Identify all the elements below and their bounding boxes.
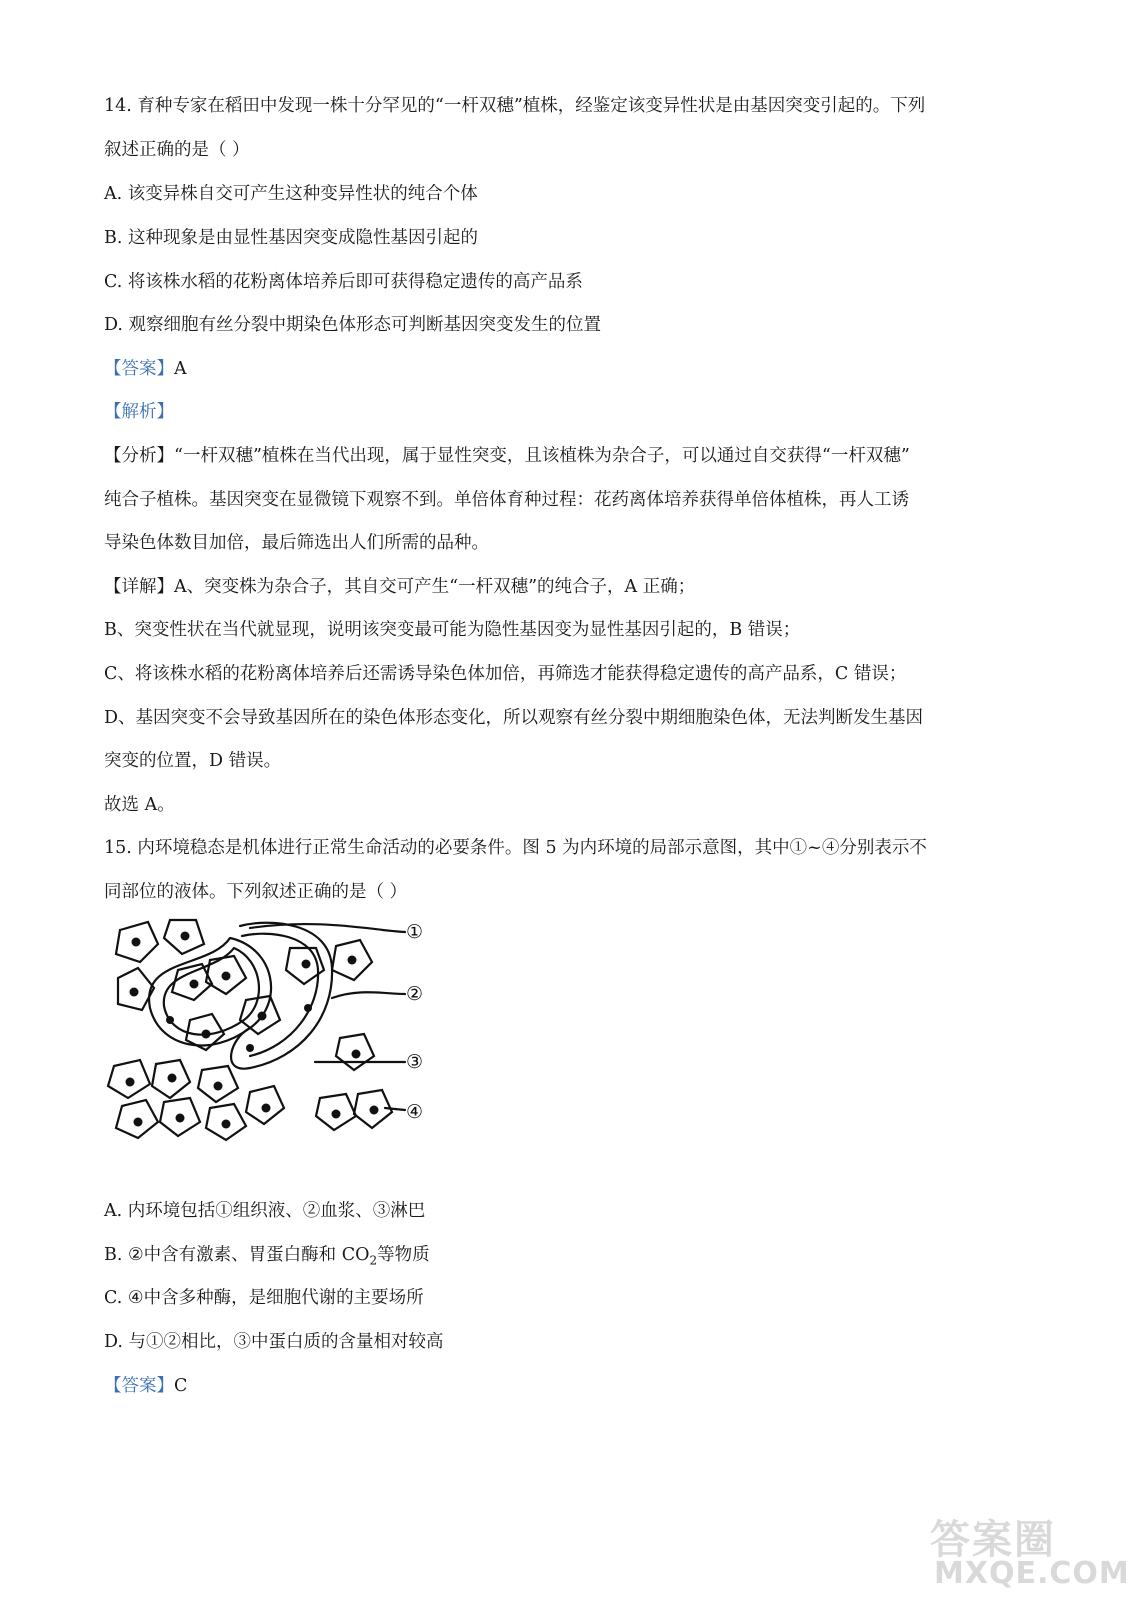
q15-option-c: C. ④中含多种酶，是细胞代谢的主要场所	[104, 1288, 424, 1308]
q14-option-a: A. 该变异株自交可产生这种变异性状的纯合个体	[104, 184, 478, 204]
leader-line-1	[250, 924, 405, 932]
q15-stem-line1: 15. 内环境稳态是机体进行正常生命活动的必要条件。图 5 为内环境的局部示意图，其中①~④分别表示不	[104, 838, 927, 858]
option-b-sub: 2	[369, 1253, 378, 1268]
answer-tag: 【答案】	[104, 1376, 174, 1396]
figure-label-4: ④	[406, 1101, 424, 1123]
figure-label-3: ③	[406, 1051, 424, 1073]
watermark-top: 答案圈	[930, 1517, 1056, 1563]
q14-option-c: C. 将该株水稻的花粉离体培养后即可获得稳定遗传的高产品系	[104, 272, 583, 292]
q14-fenxi-line1	[104, 444, 910, 468]
q15-answer	[104, 1374, 187, 1398]
q14-option-d: D. 观察细胞有丝分裂中期染色体形态可判断基因突变发生的位置	[104, 315, 602, 335]
fenxi-tag: 【分析】	[104, 446, 174, 466]
xiangjie-text-a: A、突变株为杂合子，其自交可产生“一杆双穗”的纯合子，A 正确；	[174, 577, 696, 597]
q14-stem-line2: 叙述正确的是（ ）	[104, 140, 250, 160]
watermark-bottom: MXQE.COM	[934, 1556, 1130, 1591]
watermark-logo	[930, 1508, 1130, 1596]
q14-option-b: B. 这种现象是由显性基因突变成隐性基因引起的	[104, 228, 478, 248]
q15-stem-line2: 同部位的液体。下列叙述正确的是（ ）	[104, 882, 408, 902]
q14-xiangjie-d2: 突变的位置，D 错误。	[104, 751, 282, 771]
q15-option-b	[104, 1243, 430, 1273]
answer-tag: 【答案】	[104, 359, 174, 379]
q14-xiangjie-c: C、将该株水稻的花粉离体培养后还需诱导染色体加倍，再筛选才能获得稳定遗传的高产品系，C 错误；	[104, 664, 907, 684]
option-b-pre: B. ②中含有激素、胃蛋白酶和 CO	[104, 1245, 370, 1265]
figure-label-2: ②	[406, 983, 424, 1005]
q14-answer	[104, 357, 187, 381]
q14-fenxi-line2: 纯合子植株。基因突变在显微镜下观察不到。单倍体育种过程：花药离体培养获得单倍体植株，再人工诱	[104, 490, 909, 510]
q14-xiangjie-a	[104, 575, 695, 599]
answer-value: C	[174, 1376, 188, 1396]
q14-stem-line1: 14. 育种专家在稻田中发现一株十分罕见的“一杆双穗”植株，经鉴定该变异性状是由基因突变引起的。下列	[104, 96, 926, 116]
option-b-post: 等物质	[377, 1245, 430, 1265]
analysis-tag: 【解析】	[104, 402, 174, 422]
figure-label-1: ①	[406, 921, 424, 943]
fenxi-text-1: “一杆双穗”植株在当代出现，属于显性突变，且该植株为杂合子，可以通过自交获得“一杆双穗”	[174, 446, 910, 466]
vessel-tube-inner	[164, 948, 259, 1035]
q14-xiangjie-d1: D、基因突变不会导致基因所在的染色体形态变化，所以观察有丝分裂中期细胞染色体，无法判断发生基因	[104, 708, 924, 728]
q15-option-d: D. 与①②相比，③中蛋白质的含量相对较高	[104, 1332, 444, 1352]
q14-analysis-heading	[104, 400, 174, 424]
internal-environment-figure	[100, 908, 440, 1148]
leader-line-2	[332, 992, 405, 998]
q14-fenxi-line3: 导染色体数目加倍，最后筛选出人们所需的品种。	[104, 533, 489, 553]
q14-xiangjie-b: B、突变性状在当代就显现，说明该突变最可能为隐性基因变为显性基因引起的，B 错误；	[104, 620, 801, 640]
q15-option-a: A. 内环境包括①组织液、②血浆、③淋巴	[104, 1201, 426, 1221]
q14-conclusion: 故选 A。	[104, 795, 175, 815]
leader-line-4	[385, 1108, 405, 1110]
answer-value: A	[174, 359, 187, 379]
xiangjie-tag: 【详解】	[104, 577, 174, 597]
